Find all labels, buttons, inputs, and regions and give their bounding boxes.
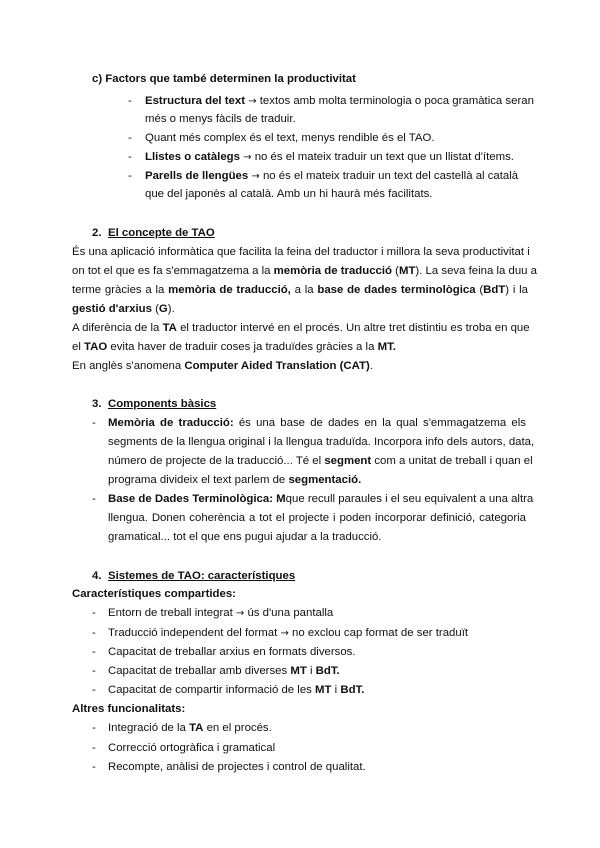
- bullet: -: [92, 742, 96, 754]
- paragraph-line: gestió d'arxius (G).: [72, 303, 175, 315]
- paragraph-line: És una aplicació informàtica que facilita la feina del traductor i millora la seva productivitat i: [72, 246, 530, 258]
- bullet: -: [92, 665, 96, 677]
- list-item-continuation: segments de la llengua original i la llengua traduïda. Incorpora info dels autors, data,: [108, 436, 535, 448]
- bullet: -: [92, 493, 96, 505]
- bullet: -: [92, 646, 96, 658]
- bullet: -: [92, 607, 96, 619]
- bullet: -: [92, 627, 96, 639]
- list-item: Traducció independent del format → no exclou cap format de ser traduït: [108, 627, 469, 639]
- paragraph-line: A diferència de la TA el traductor intervé en el procés. Un altre tret distintiu es troba en que: [72, 322, 530, 334]
- section-2-number: 2.: [92, 227, 102, 239]
- section-2-title: El concepte de TAO: [108, 227, 215, 239]
- section-4-title: Sistemes de TAO: característiques: [108, 570, 296, 582]
- subheading-shared: Característiques compartides:: [72, 588, 236, 600]
- list-item: Base de Dades Terminològica: Mque recull paraules i el seu equivalent a una altra: [108, 493, 534, 505]
- list-item-continuation: més o menys fàcils de traduir.: [145, 113, 296, 125]
- list-item: Estructura del text → textos amb molta terminologia o poca gramàtica seran: [145, 95, 534, 107]
- section-c-heading: c) Factors que també determinen la productivitat: [92, 73, 356, 85]
- bullet: -: [128, 151, 132, 163]
- paragraph-line: el TAO evita haver de traduir coses ja traduïdes gràcies a la MT.: [72, 341, 396, 353]
- section-3-title: Components bàsics: [108, 398, 217, 410]
- list-item-continuation: que del japonès al català. Amb un hi haurà més facilitats.: [145, 188, 433, 200]
- list-item: Memòria de traducció: és una base de dades en la qual s'emmagatzema els: [108, 417, 526, 429]
- bullet: -: [92, 684, 96, 696]
- bullet: -: [128, 170, 132, 182]
- list-item-continuation: número de projecte de la traducció... Té el segment com a unitat de treball i quan el: [108, 455, 533, 467]
- list-item-continuation: programa divideix el text parlem de segmentació.: [108, 474, 362, 486]
- list-item: Recompte, anàlisi de projectes i control de qualitat.: [108, 761, 366, 773]
- section-3-number: 3.: [92, 398, 102, 410]
- bullet: -: [92, 417, 96, 429]
- list-item: Parells de llengües → no és el mateix traduir un text del castellà al català: [145, 170, 519, 182]
- list-item: Correcció ortogràfica i gramatical: [108, 742, 276, 754]
- section-4-number: 4.: [92, 570, 102, 582]
- list-item-continuation: gramatical... tot el que ens pugui ajudar a la traducció.: [108, 531, 382, 543]
- subheading-other: Altres funcionalitats:: [72, 703, 186, 715]
- list-item-continuation: llengua. Donen coherència a tot el projecte i poden incorporar definició, categoria: [108, 512, 526, 524]
- list-item: Capacitat de treballar amb diverses MT i BdT.: [108, 665, 340, 677]
- list-item: Integració de la TA en el procés.: [108, 722, 272, 734]
- paragraph-line: on tot el que es fa s'emmagatzema a la memòria de traducció (MT). La seva feina la duu a: [72, 265, 538, 277]
- list-item: Capacitat de treballar arxius en formats diversos.: [108, 646, 356, 658]
- list-item: Entorn de treball integrat → ús d'una pantalla: [108, 607, 334, 619]
- list-item: Llistes o catàlegs → no és el mateix traduir un text que un llistat d'ítems.: [145, 151, 514, 163]
- bullet: -: [92, 722, 96, 734]
- bullet: -: [128, 95, 132, 107]
- list-item: Capacitat de compartir informació de les MT i BdT.: [108, 684, 365, 696]
- list-item: Quant més complex és el text, menys rendible és el TAO.: [145, 132, 435, 144]
- bullet: -: [92, 761, 96, 773]
- paragraph-line: terme gràcies a la memòria de traducció, a la base de dades terminològica (BdT) i la: [72, 284, 528, 296]
- paragraph-line: En anglès s'anomena Computer Aided Translation (CAT).: [72, 360, 373, 372]
- bullet: -: [128, 132, 132, 144]
